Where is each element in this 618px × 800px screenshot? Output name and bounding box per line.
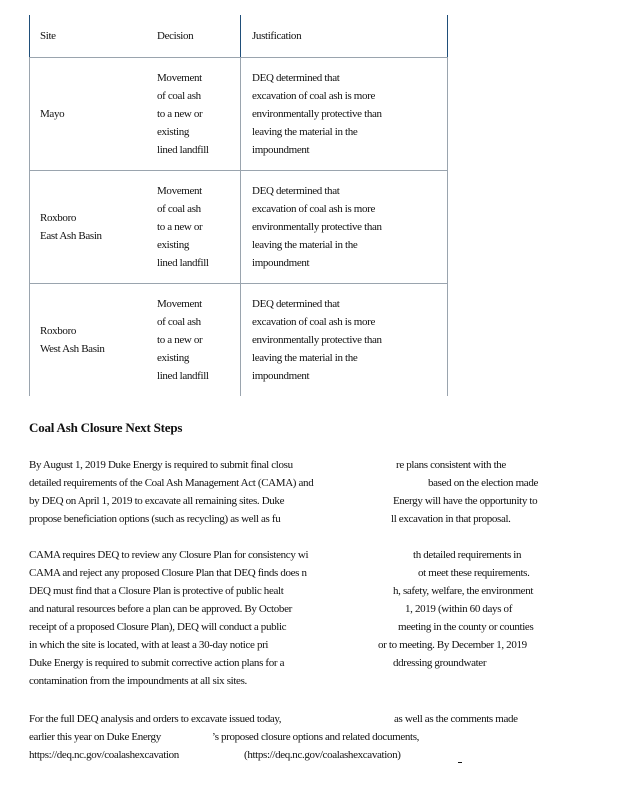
cell-border-mid	[240, 283, 241, 396]
decision-cell-line: Movement	[157, 72, 202, 84]
header-site: Site	[40, 30, 56, 42]
decision-cell-line: existing	[157, 352, 190, 364]
line-left: and natural resources before a plan can be approved. By October	[29, 603, 292, 615]
line-left: in which the site is located, with at least a 30-day notice pri	[29, 639, 269, 651]
row-border	[29, 57, 448, 58]
justification-cell-line: impoundment	[252, 144, 310, 156]
line-left: CAMA requires DEQ to review any Closure Plan for consistency wi	[29, 549, 309, 561]
line-right: 1, 2019 (within 60 days of	[405, 603, 513, 615]
justification-cell-line: DEQ determined that	[252, 298, 340, 310]
site-cell-line: Roxboro	[40, 211, 77, 224]
justification-cell-line: excavation of coal ash is more	[252, 316, 375, 328]
cell-border-left	[29, 170, 30, 283]
excavation-link[interactable]: https://deq.nc.gov/coalashexcavation	[29, 749, 179, 761]
decision-cell-line: to a new or	[157, 334, 203, 346]
justification-cell-line: DEQ determined that	[252, 185, 340, 197]
decision-cell-line: lined landfill	[157, 144, 209, 156]
cell-border-mid	[240, 57, 241, 170]
line-right: Energy will have the opportunity to	[393, 495, 538, 507]
decision-cell-line: Movement	[157, 298, 202, 310]
header-decision: Decision	[157, 30, 194, 42]
justification-cell-line: environmentally protective than	[252, 108, 382, 120]
cell-border-right	[447, 170, 448, 283]
line-right: meeting in the county or counties	[398, 621, 534, 633]
justification-cell-line: impoundment	[252, 257, 310, 269]
excavation-link-url[interactable]: (https://deq.nc.gov/coalashexcavation)	[244, 749, 401, 761]
row-border	[29, 283, 448, 284]
cell-border-right	[447, 57, 448, 170]
row-border	[29, 170, 448, 171]
justification-cell-line: leaving the material in the	[252, 239, 358, 251]
line-right: ot meet these requirements.	[418, 567, 530, 579]
line-left: contamination from the impoundments at all six sites.	[29, 675, 247, 687]
text-cursor-mark	[458, 762, 462, 763]
decision-cell-line: to a new or	[157, 221, 203, 233]
line-left: earlier this year on Duke Energy	[29, 731, 161, 743]
line-right: as well as the comments made	[394, 713, 518, 725]
line-left: CAMA and reject any proposed Closure Plan that DEQ finds does n	[29, 567, 307, 579]
line-left: DEQ must find that a Closure Plan is protective of public healt	[29, 585, 284, 597]
line-left: Duke Energy is required to submit corrective action plans for a	[29, 657, 285, 669]
decision-cell-line: of coal ash	[157, 203, 201, 215]
site-cell-line: East Ash Basin	[40, 229, 102, 242]
justification-cell-line: impoundment	[252, 370, 310, 382]
justification-cell-line: leaving the material in the	[252, 126, 358, 138]
justification-cell-line: DEQ determined that	[252, 72, 340, 84]
line-right: th detailed requirements in	[413, 549, 522, 561]
cell-border-mid	[240, 170, 241, 283]
line-right: h, safety, welfare, the environment	[393, 585, 534, 597]
decision-cell-line: to a new or	[157, 108, 203, 120]
decision-cell-line: of coal ash	[157, 90, 201, 102]
justification-cell-line: environmentally protective than	[252, 221, 382, 233]
decision-cell-line: existing	[157, 126, 190, 138]
line-right: ll excavation in that proposal.	[391, 513, 511, 525]
line-right: re plans consistent with the	[396, 459, 506, 471]
decision-cell-line: Movement	[157, 185, 202, 197]
justification-cell-line: excavation of coal ash is more	[252, 203, 375, 215]
line-right: or to meeting. By December 1, 2019	[378, 639, 527, 651]
line-left: By August 1, 2019 Duke Energy is required to submit final closu	[29, 459, 293, 471]
line-left: by DEQ on April 1, 2019 to excavate all remaining sites. Duke	[29, 495, 285, 507]
site-cell-line: Mayo	[40, 107, 65, 120]
justification-cell-line: excavation of coal ash is more	[252, 90, 375, 102]
cell-border-left	[29, 283, 30, 396]
line-left: receipt of a proposed Closure Plan), DEQ will conduct a public	[29, 621, 287, 633]
decision-cell-line: lined landfill	[157, 370, 209, 382]
header-justification: Justification	[252, 30, 302, 42]
justification-cell-line: environmentally protective than	[252, 334, 382, 346]
justification-cell-line: leaving the material in the	[252, 352, 358, 364]
decision-cell-line: of coal ash	[157, 316, 201, 328]
line-left: For the full DEQ analysis and orders to excavate issued today,	[29, 713, 282, 725]
line-left: propose beneficiation options (such as recycling) as well as fu	[29, 513, 281, 525]
line-right: based on the election made	[428, 477, 539, 489]
decision-cell-line: existing	[157, 239, 190, 251]
line-left: detailed requirements of the Coal Ash Management Act (CAMA) and	[29, 477, 314, 489]
header-border-left	[29, 15, 30, 57]
header-border-mid	[240, 15, 241, 57]
line-right: ’s proposed closure options and related documents,	[212, 731, 420, 743]
header-border-right	[447, 15, 448, 57]
cell-border-right	[447, 283, 448, 396]
site-cell-line: Roxboro	[40, 324, 77, 337]
cell-border-left	[29, 57, 30, 170]
site-cell-line: West Ash Basin	[40, 342, 105, 355]
line-right: ddressing groundwater	[393, 657, 487, 669]
decision-cell-line: lined landfill	[157, 257, 209, 269]
section-heading: Coal Ash Closure Next Steps	[29, 420, 183, 435]
